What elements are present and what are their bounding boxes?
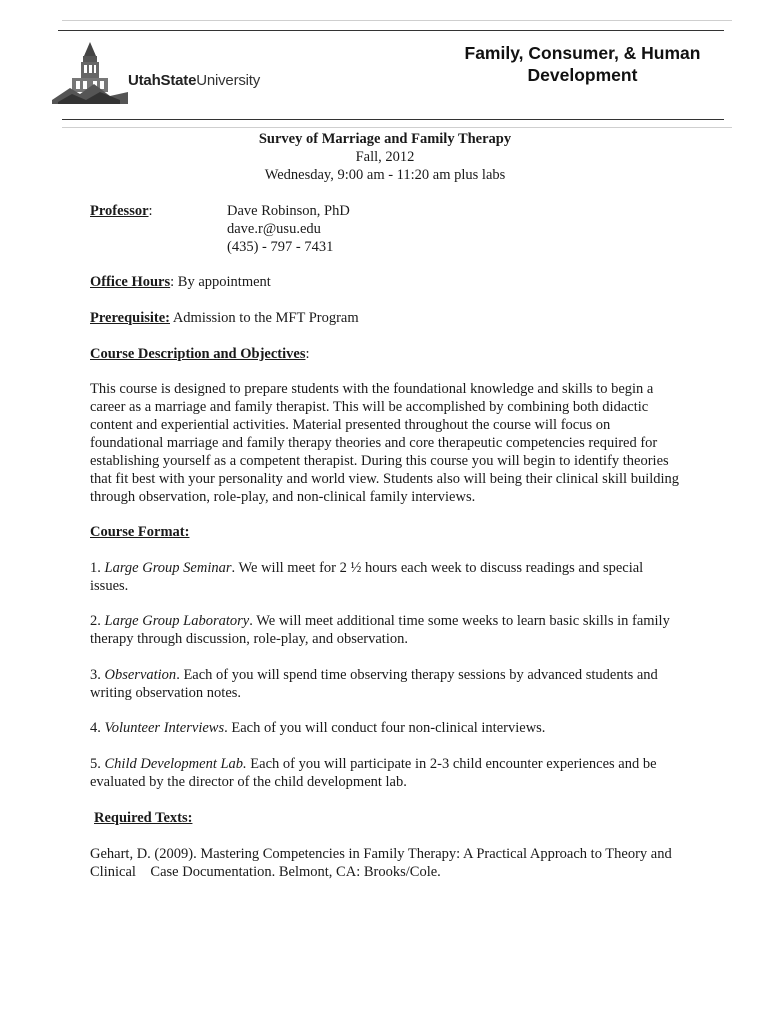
professor-phone: (435) - 797 - 7431: [227, 239, 334, 255]
format-item-2: 2. Large Group Laboratory. We will meet additional time some weeks to learn basic skills in family therapy through discussion, role-play, and observation.: [90, 613, 670, 647]
course-schedule: Wednesday, 9:00 am - 11:20 am plus labs: [264, 167, 506, 183]
format-item-5: 5. Child Development Lab. Each of you will participate in 2-3 child encounter experiences and be evaluated by the director of the child development lab.: [90, 756, 657, 790]
description-body: This course is designed to prepare students with the foundational knowledge and skills to begin a career as a marriage and family therapist. This will be accomplished by combining both didactic content and experiential activities. Material presented throughout the course will focus on foundational marriage and family therapy theories and core therapeutic competencies required for establishing yourself as a competent therapist. During this course you will begin to identify theories that fit best with your personality and world view. Students also will being their clinical skill building through observation, role-play, and non-clinical family interviews.: [90, 381, 680, 505]
top-rule: [62, 20, 732, 21]
format-item-4: 4. Volunteer Interviews. Each of you will conduct four non-clinical interviews.: [90, 720, 546, 736]
prerequisite: Prerequisite: Admission to the MFT Program: [90, 310, 359, 326]
required-text-citation: Gehart, D. (2009). Mastering Competencies in Family Therapy: A Practical Approach to Theory and Clinical Case Documentation. Belmont, CA: Brooks/Cole.: [90, 846, 676, 880]
professor-info: [227, 202, 350, 256]
header-rule-bottom: [62, 119, 724, 120]
university-name: UtahStateUniversity: [128, 72, 261, 89]
texts-heading: Required Texts:: [94, 810, 193, 826]
format-item-3: 3. Observation. Each of you will spend time observing therapy sessions by advanced students and writing observation notes.: [90, 667, 658, 701]
format-heading: Course Format:: [90, 524, 190, 540]
professor-email: dave.r@usu.edu: [227, 221, 321, 237]
format-item-1: 1. Large Group Seminar. We will meet for 2 ½ hours each week to discuss readings and special issues.: [90, 560, 644, 594]
professor-name: Dave Robinson, PhD: [227, 203, 350, 219]
course-title: Survey of Marriage and Family Therapy: [258, 131, 512, 147]
usu-logo-icon: [50, 38, 130, 106]
office-hours: Office Hours: By appointment: [90, 274, 271, 290]
course-heading: [90, 130, 680, 184]
course-term: Fall, 2012: [355, 149, 415, 165]
header-rule-thin: [62, 127, 732, 128]
department-name: Family, Consumer, & Human Development: [464, 43, 701, 85]
description-heading: Course Description and Objectives:: [90, 346, 310, 362]
header-rule-top: [58, 30, 724, 31]
professor-label: Professor:: [90, 203, 153, 219]
